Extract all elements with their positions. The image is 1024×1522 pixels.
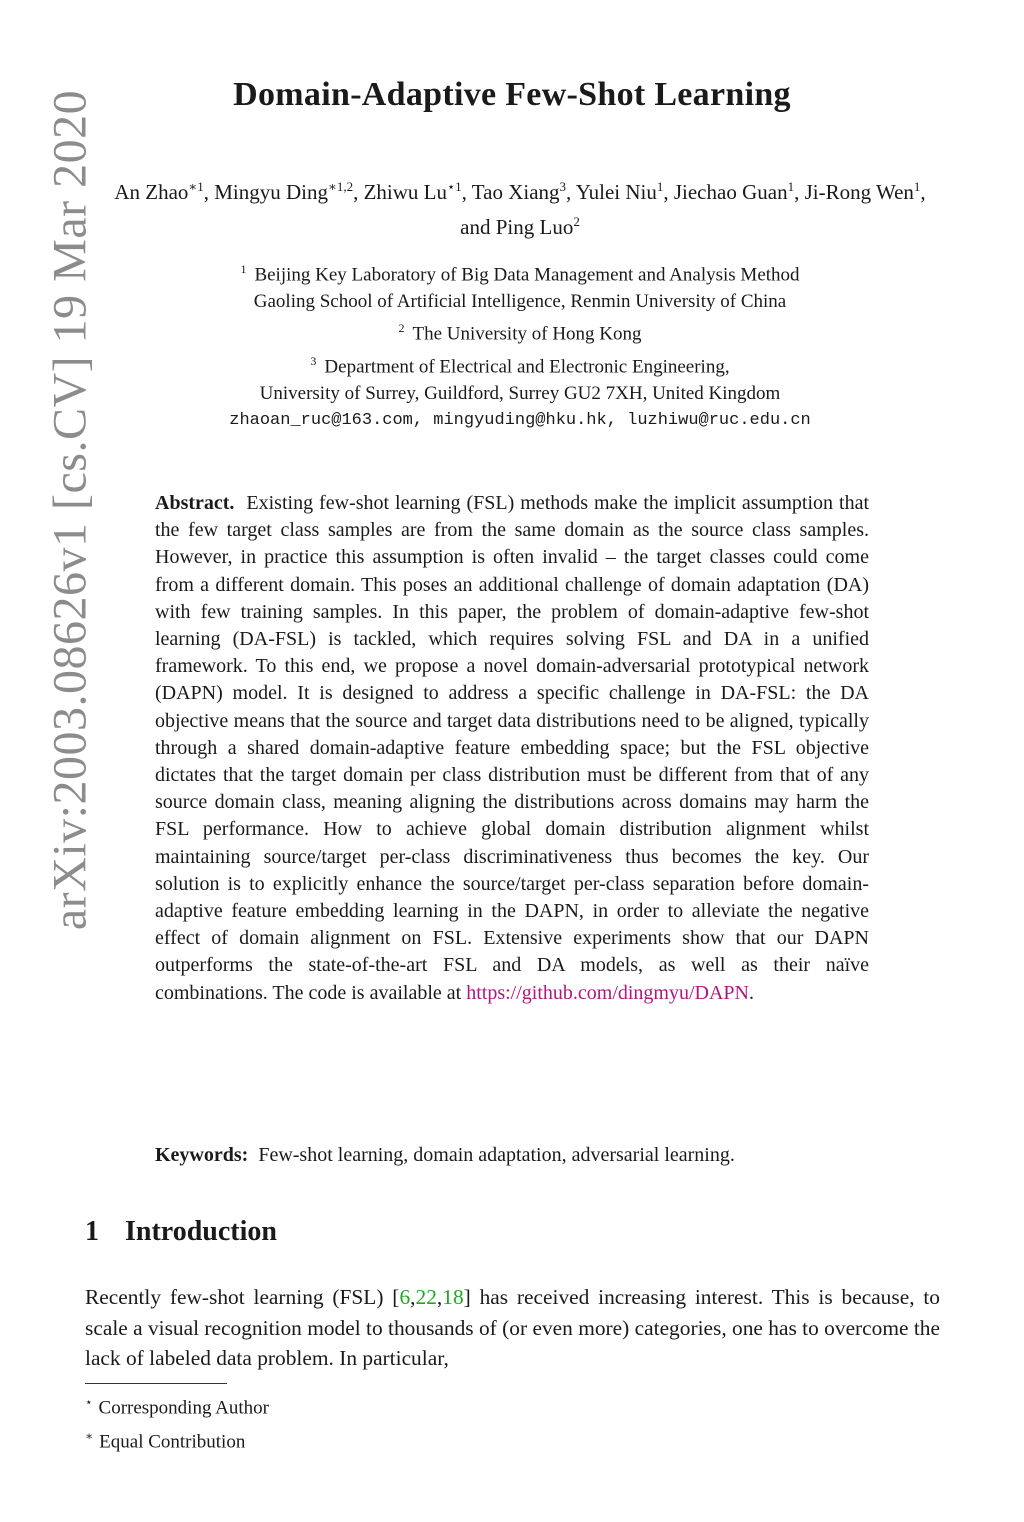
footnote-text: Equal Contribution [99, 1431, 246, 1453]
author: Mingyu Ding [214, 180, 329, 204]
author-sup: 1 [787, 179, 795, 194]
author-sup: ∗1,2 [328, 179, 354, 194]
citation-link[interactable]: 18 [442, 1285, 464, 1309]
footnote-rule [85, 1383, 227, 1384]
affiliation-text: Beijing Key Laboratory of Big Data Management and Analysis Method [254, 264, 800, 286]
affiliation-line [110, 288, 930, 315]
intro-text: Recently few-shot learning (FSL) [ [85, 1285, 400, 1309]
author-sup: 1 [656, 179, 664, 194]
section-heading [85, 1216, 277, 1248]
arxiv-id: arXiv:2003.08626v1 [cs.CV] 19 Mar 2020 [43, 89, 97, 931]
citation-sep: , [436, 1285, 443, 1309]
author: Jiechao Guan [673, 180, 788, 204]
author-sup: ⋆1 [447, 179, 462, 194]
affiliation-marker: 2 [398, 321, 405, 336]
affiliation-marker: 3 [310, 353, 317, 368]
footnote-marker: ∗ [85, 1429, 94, 1444]
affiliation-text: Gaoling School of Artificial Intelligence, Renmin University of China [253, 291, 787, 313]
footnote [85, 1388, 269, 1422]
author-sup: 3 [559, 179, 567, 194]
footnote-marker: ⋆ [85, 1395, 93, 1409]
affiliation-text: The University of Hong Kong [412, 323, 642, 345]
affiliation-line [110, 380, 930, 407]
affiliation-text: University of Surrey, Guildford, Surrey GU2 7XH, United Kingdom [259, 382, 781, 404]
author: Tao Xiang [471, 180, 560, 204]
abstract [155, 490, 869, 1007]
citation-link[interactable]: 6 [399, 1285, 411, 1309]
section-title: Introduction [125, 1216, 277, 1247]
author-sup: 1 [913, 179, 921, 194]
author-sup: ∗1 [188, 179, 204, 194]
keywords-label: Keywords: [155, 1144, 249, 1166]
citation-sep: , [410, 1285, 416, 1309]
affiliation-marker: 1 [240, 262, 247, 276]
citation-link[interactable]: 22 [415, 1285, 437, 1309]
footnotes [85, 1388, 269, 1457]
arxiv-stamp [40, 70, 100, 950]
affiliation-line [110, 315, 930, 347]
intro-paragraph [85, 1282, 940, 1374]
keywords [155, 1142, 869, 1169]
author: Yulei Niu [575, 180, 657, 204]
author-list: An Zhao$^{∗1}$, Mingyu Ding$^{∗1,2}$, Zhiwu $Lu^{⋆1}$, Tao Xiang$^3$, Yulei Niu$^1$, Jiechao Guan$^1$, Ji-Rong Wen$^1$, and Ping Luo$^2$ [114, 179, 926, 239]
affiliation-line [110, 256, 930, 288]
affiliation-line [110, 348, 930, 380]
affiliations [110, 256, 930, 434]
section-number: 1 [85, 1216, 99, 1247]
paper-title: Domain-Adaptive Few-Shot Learning [233, 76, 791, 113]
author: Zhiwu Lu [363, 180, 448, 204]
author: Ji-Rong Wen [804, 180, 914, 204]
footnote-text: Corresponding Author [98, 1397, 269, 1419]
keywords-text: Few-shot learning, domain adaptation, adversarial learning. [258, 1144, 735, 1166]
abstract-text: Existing few-shot learning (FSL) methods make the implicit assumption that the few target class samples are from the same domain as the source class samples. However, in practice this assumption is often invalid – the target classes could come from a different domain. This poses an additional challenge of domain adaptation (DA) with few training samples. In this paper, the problem of domain-adaptive few-shot learning (DA-FSL) is tackled, which requires solving FSL and DA in a unified framework. To this end, we propose a novel domain-adversarial prototypical network (DAPN) model. It is designed to address a specific challenge in DA-FSL: the DA objective means that the source and target data distributions need to be aligned, typically through a shared domain-adaptive feature embedding space; but the FSL objective dictates that the target domain per class distribution must be different from that of any source domain class, meaning aligning the distributions across domains may harm the FSL performance. How to achieve global domain distribution alignment whilst maintaining source/target per-class discriminativeness thus becomes the key. Our solution is to explicitly enhance the source/target per-class separation before domain-adaptive feature embedding learning in the DAPN, in order to alleviate the negative effect of domain alignment on FSL. Extensive experiments show that our DAPN outperforms the state-of-the-art FSL and DA models, as well as their naïve combinations. The code is available at [155, 492, 870, 1004]
affiliation-text: Department of Electrical and Electronic Engineering, [324, 355, 730, 377]
code-link[interactable]: https://github.com/dingmyu/DAPN [466, 981, 749, 1004]
abstract-label: Abstract. [155, 492, 235, 514]
author-sup: 2 [573, 214, 580, 229]
author: An Zhao [114, 180, 189, 204]
intro-text: ] has received increasing interest. This is because, to scale a visual recognition model to thousands of (or even more) categories, one has to overcome the lack of labeled data problem. In particular, [85, 1285, 940, 1370]
author-emails: zhaoan_ruc@163.com, mingyuding@hku.hk, luzhiwu@ruc.edu.cn [229, 410, 811, 430]
footnote [85, 1422, 269, 1456]
author: Ping Luo [495, 215, 574, 239]
abstract-end: . [749, 981, 754, 1004]
